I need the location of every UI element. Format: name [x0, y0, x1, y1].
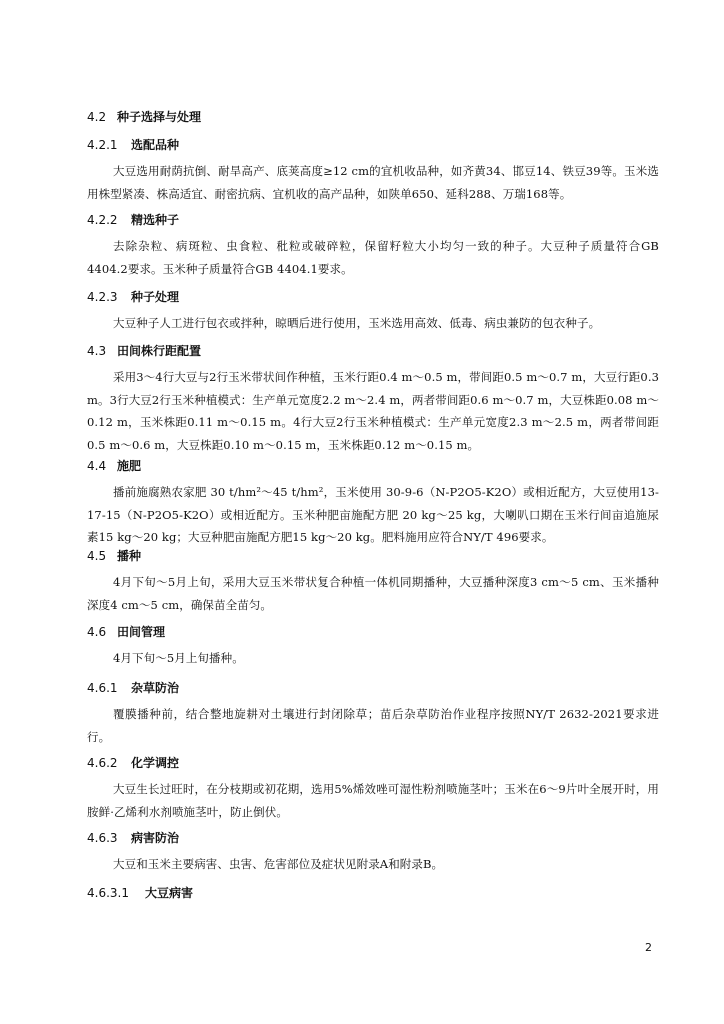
paragraph-4-3: 采用3～4行大豆与2行玉米带状间作种植，玉米行距0.4 m～0.5 m，带间距0.5 m～0.7 m，大豆行距0.3 m。3行大豆2行玉米种植模式：生产单元宽度2.2 m～2.4 m，两者带间距0.6 m～0.7 m，大豆株距0.08 m～0.12 m，玉米株距0.11 m～0.15 m。4行大豆2行玉米种植模式：生产单元宽度2.3 m～2.5 m，两者带间距0.5 m～0.6 m，大豆株距0.10 m～0.15 m，玉米株距0.12 m～0.15 m。 — [87, 370, 659, 452]
heading-4-2-1 — [87, 137, 179, 153]
heading-number: 4.6 — [87, 625, 107, 639]
heading-title: 病害防治 — [131, 831, 180, 845]
paragraph-4-6: 4月下旬～5月上旬播种。 — [113, 651, 244, 665]
paragraph-4-2-1: 大豆选用耐荫抗倒、耐旱高产、底荚高度≥12 cm的宜机收品种，如齐黄34、邯豆14、铁豆39等。玉米选用株型紧凑、株高适宜、耐密抗病、宜机收的高产品种，如陕单650、延科288、万瑞168等。 — [87, 164, 659, 201]
paragraph-4-6-1: 覆膜播种前，结合整地旋耕对土壤进行封闭除草；苗后杂草防治作业程序按照NY/T 2632-2021要求进行。 — [87, 707, 659, 744]
heading-number: 4.2.3 — [87, 290, 118, 304]
heading-title: 化学调控 — [131, 756, 180, 770]
heading-number: 4.2.2 — [87, 213, 118, 227]
paragraph-4-6-2: 大豆生长过旺时，在分枝期或初花期，选用5%烯效唑可湿性粉剂喷施茎叶；玉米在6～9片叶全展开时，用胺鲜·乙烯利水剂喷施茎叶，防止倒伏。 — [87, 782, 659, 819]
heading-4-3 — [87, 343, 201, 359]
heading-4-6-3-1 — [87, 885, 193, 901]
heading-title: 施肥 — [117, 459, 142, 473]
heading-4-6-3 — [87, 830, 179, 846]
heading-title: 田间株行距配置 — [117, 344, 202, 358]
heading-number: 4.6.3 — [87, 831, 118, 845]
heading-title: 播种 — [117, 549, 142, 563]
heading-4-4 — [87, 458, 141, 474]
heading-4-2-2 — [87, 212, 179, 228]
heading-number: 4.2 — [87, 110, 107, 124]
heading-4-6-2 — [87, 755, 179, 771]
paragraph-4-5: 4月下旬～5月上旬，采用大豆玉米带状复合种植一体机同期播种，大豆播种深度3 cm～5 cm、玉米播种深度4 cm～5 cm，确保苗全苗匀。 — [87, 575, 659, 612]
heading-number: 4.2.1 — [87, 138, 118, 152]
paragraph-4-2-3: 大豆种子人工进行包衣或拌种，晾晒后进行使用，玉米选用高效、低毒、病虫兼防的包衣种子。 — [113, 316, 601, 330]
paragraph-4-2-2: 去除杂粒、病斑粒、虫食粒、秕粒或破碎粒，保留籽粒大小均匀一致的种子。大豆种子质量符合GB 4404.2要求。玉米种子质量符合GB 4404.1要求。 — [87, 239, 659, 276]
heading-number: 4.5 — [87, 549, 107, 563]
page-number: 2 — [645, 941, 652, 954]
heading-number: 4.6.1 — [87, 681, 118, 695]
heading-title: 选配品种 — [131, 138, 180, 152]
heading-4-2 — [87, 109, 201, 125]
paragraph-4-6-3: 大豆和玉米主要病害、虫害、危害部位及症状见附录A和附录B。 — [113, 857, 444, 871]
heading-4-2-3 — [87, 289, 179, 305]
heading-title: 大豆病害 — [145, 886, 194, 900]
heading-number: 4.6.2 — [87, 756, 118, 770]
heading-title: 种子选择与处理 — [117, 110, 202, 124]
heading-title: 精选种子 — [131, 213, 180, 227]
heading-4-5 — [87, 548, 141, 564]
heading-number: 4.3 — [87, 344, 107, 358]
heading-title: 杂草防治 — [131, 681, 180, 695]
heading-title: 种子处理 — [131, 290, 180, 304]
paragraph-4-4: 播前施腐熟农家肥 30 t/hm²～45 t/hm²，玉米使用 30-9-6（N-P2O5-K2O）或相近配方，大豆使用13-17-15（N-P2O5-K2O）或相近配方。玉米种肥亩施配方肥 20 kg～25 kg，大喇叭口期在玉米行间亩追施尿素15 kg～20 kg；大豆种肥亩施配方肥15 kg～20 kg。肥料施用应符合NY/T 496要求。 — [87, 485, 659, 544]
heading-4-6 — [87, 624, 165, 640]
heading-number: 4.6.3.1 — [87, 886, 129, 900]
heading-number: 4.4 — [87, 459, 107, 473]
heading-4-6-1 — [87, 680, 179, 696]
heading-title: 田间管理 — [117, 625, 166, 639]
